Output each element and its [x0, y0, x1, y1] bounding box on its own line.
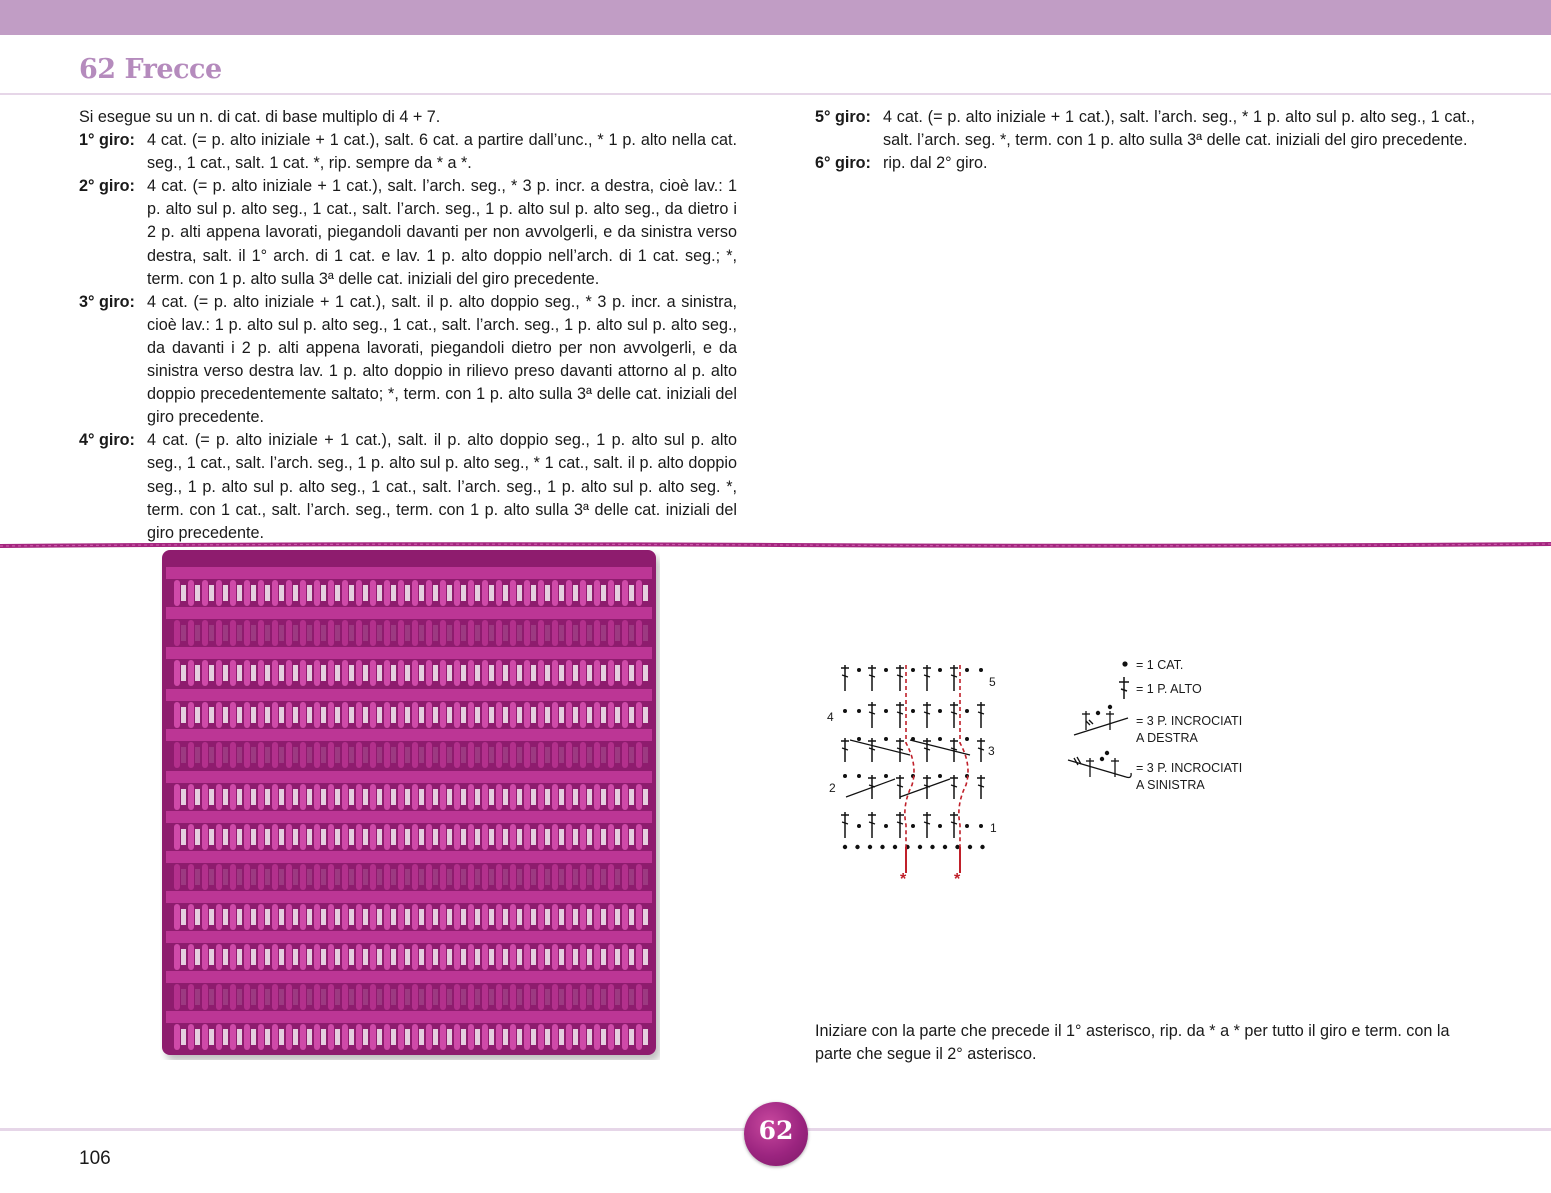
round-5: [815, 106, 1475, 152]
badge-number: 62: [758, 1116, 794, 1145]
round-3: [79, 291, 737, 430]
chart-cross-line: [910, 740, 970, 755]
instructions-left-column: [79, 106, 737, 545]
chart-chain-dot: [893, 845, 897, 849]
crossed-left-icon: [1068, 757, 1131, 778]
round-label: 2° giro:: [79, 177, 135, 196]
chart-chain-dot: [857, 709, 861, 713]
chart-chain-dot: [857, 824, 861, 828]
chart-cross-line: [900, 779, 950, 797]
yarn-ball-badge-icon: [744, 1102, 808, 1166]
round-text: rip. dal 2° giro.: [883, 154, 988, 173]
chart-chain-dot: [843, 709, 847, 713]
chart-cross-line: [846, 779, 895, 797]
legend-chain-label: = 1 CAT.: [1136, 658, 1184, 672]
chart-chain-dot: [943, 845, 947, 849]
row-number-4: 4: [827, 710, 834, 724]
title-divider: [0, 93, 1551, 95]
legend-symbols: [1060, 655, 1140, 805]
stitch-chart: [820, 655, 1020, 890]
chart-chain-dot: [965, 709, 969, 713]
round-label: 4° giro:: [79, 431, 135, 450]
round-text: 4 cat. (= p. alto iniziale + 1 cat.), salt. 6 cat. a partire dall’unc., * 1 p. alto nella cat. seg., 1 cat., salt. 1 cat. *, rip. sempre da * a *.: [147, 131, 737, 173]
chart-chain-dot: [857, 737, 861, 741]
chart-chain-dot: [884, 709, 888, 713]
chart-legend: [1060, 655, 1300, 805]
round-6: [815, 152, 1475, 175]
chart-chain-dot: [857, 774, 861, 778]
round-1: [79, 129, 737, 175]
round-label: 5° giro:: [815, 108, 871, 126]
chart-chain-dot: [938, 824, 942, 828]
row-number-1: 1: [990, 821, 997, 835]
chart-chain-dot: [938, 774, 942, 778]
chart-chain-dot: [857, 668, 861, 672]
chart-chain-dot: [965, 824, 969, 828]
top-color-band: [0, 0, 1551, 35]
chart-chain-dot: [884, 668, 888, 672]
chart-chain-dot: [843, 774, 847, 778]
round-label: 1° giro:: [79, 131, 135, 150]
chart-chain-dot: [938, 737, 942, 741]
chart-chain-dot: [965, 737, 969, 741]
round-text: 4 cat. (= p. alto iniziale + 1 cat.), salt. il p. alto doppio seg., 1 p. alto sul p. alto seg., 1 cat., salt. l’arch. seg., 1 p. alto sul p. alto seg., * 1 cat., salt. il p. alto doppio seg., 1 p. alto sul p. alto seg., 1 cat., salt. l’arch. seg., 1 p. alto sul p. alto seg. *, term. con 1 cat., salt. l’arch. seg., term. con 1 p. alto sulla 3ª delle cat. iniziali del giro precedente.: [147, 431, 737, 542]
repeat-asterisk-2: *: [954, 871, 961, 888]
crossed-right-icon: [1074, 711, 1128, 735]
legend-cross-right-label: = 3 P. INCROCIATI A DESTRA: [1136, 714, 1243, 745]
chart-chain-dot: [868, 845, 872, 849]
crochet-swatch-photo: [160, 545, 660, 1060]
legend-cross-left-label: = 3 P. INCROCIATI A SINISTRA: [1136, 761, 1243, 792]
double-crochet-icon: [1119, 677, 1129, 699]
chart-chain-dot: [979, 668, 983, 672]
chart-chain-dot: [843, 845, 847, 849]
legend-tall-label: = 1 P. ALTO: [1136, 682, 1202, 696]
chart-chain-dot: [911, 824, 915, 828]
chart-chain-dot: [979, 824, 983, 828]
chart-repeat-guide: [905, 665, 914, 847]
chart-chain-dot: [965, 668, 969, 672]
chart-chain-dot: [855, 845, 859, 849]
round-text: 4 cat. (= p. alto iniziale + 1 cat.), salt. l’arch. seg., * 3 p. incr. a destra, cioè lav.: 1 p. alto sul p. alto seg., 1 cat., salt. l’arch. seg., 1 p. alto sul p. alto seg., da dietro i 2 p. alti appena lavorati, piegandoli davanti per non avvolgerli, e da sinistra verso destra, salt. il 1° arch. di 1 cat. e lav. 1 p. alto doppio nell’arch. di 1 cat. seg.; *, term. con 1 p. alto sulla 3ª delle cat. iniziali del giro precedente.: [147, 177, 737, 288]
round-text: 4 cat. (= p. alto iniziale + 1 cat.), salt. il p. alto doppio seg., * 3 p. incr. a sinistra, cioè lav.: 1 p. alto sul p. alto seg., 1 cat., salt. l’arch. seg., 1 p. alto sul p. alto seg., da davanti i 2 p. alti appena lavorati, piegandoli dietro per non avvolgerli, e da sinistra verso destra lav. 1 p. alto doppio in rilievo preso davanti attorno al p. alto doppio precedentemente saltato; *, term. con 1 p. alto sulla 3ª delle cat. iniziali del giro precedente.: [147, 292, 737, 427]
intro-text: Si esegue su un n. di cat. di base multiplo di 4 + 7.: [79, 108, 441, 126]
page-number: 106: [79, 1148, 111, 1169]
chart-cross-line: [850, 740, 910, 755]
chart-chain-dot: [911, 709, 915, 713]
round-4: [79, 429, 737, 544]
row-number-5: 5: [989, 675, 996, 689]
row-number-2: 2: [829, 781, 836, 795]
chart-repeat-guide: [959, 665, 968, 847]
chain-dot-icon: [1122, 661, 1127, 666]
round-text: 4 cat. (= p. alto iniziale + 1 cat.), salt. l’arch. seg., * 1 p. alto sul p. alto seg., 1 cat., salt. l’arch. seg. *, term. con 1 p. alto sulla 3ª delle cat. iniziali del giro precedente.: [883, 108, 1475, 150]
chart-chain-dot: [884, 824, 888, 828]
chart-chain-dot: [980, 845, 984, 849]
repeat-asterisk-1: *: [900, 871, 907, 888]
instructions-right-column: [815, 106, 1475, 175]
round-label: 3° giro:: [79, 292, 135, 311]
chart-chain-dot: [938, 709, 942, 713]
chart-chain-dot: [918, 845, 922, 849]
chart-chain-dot: [968, 845, 972, 849]
chart-chain-dot: [911, 668, 915, 672]
repeat-note: Iniziare con la parte che precede il 1° asterisco, rip. da * a * per tutto il giro e term. con la parte che segue il 2° asterisco.: [815, 1022, 1450, 1064]
round-label: 6° giro:: [815, 154, 871, 173]
stitch-chart-diagram: [820, 655, 1020, 890]
chart-chain-dot: [884, 737, 888, 741]
round-2: [79, 175, 737, 290]
row-number-3: 3: [988, 744, 995, 758]
chart-chain-dot: [884, 774, 888, 778]
chart-chain-dot: [930, 845, 934, 849]
page-title: 62 Frecce: [79, 54, 222, 85]
chart-chain-dot: [880, 845, 884, 849]
chart-chain-dot: [938, 668, 942, 672]
